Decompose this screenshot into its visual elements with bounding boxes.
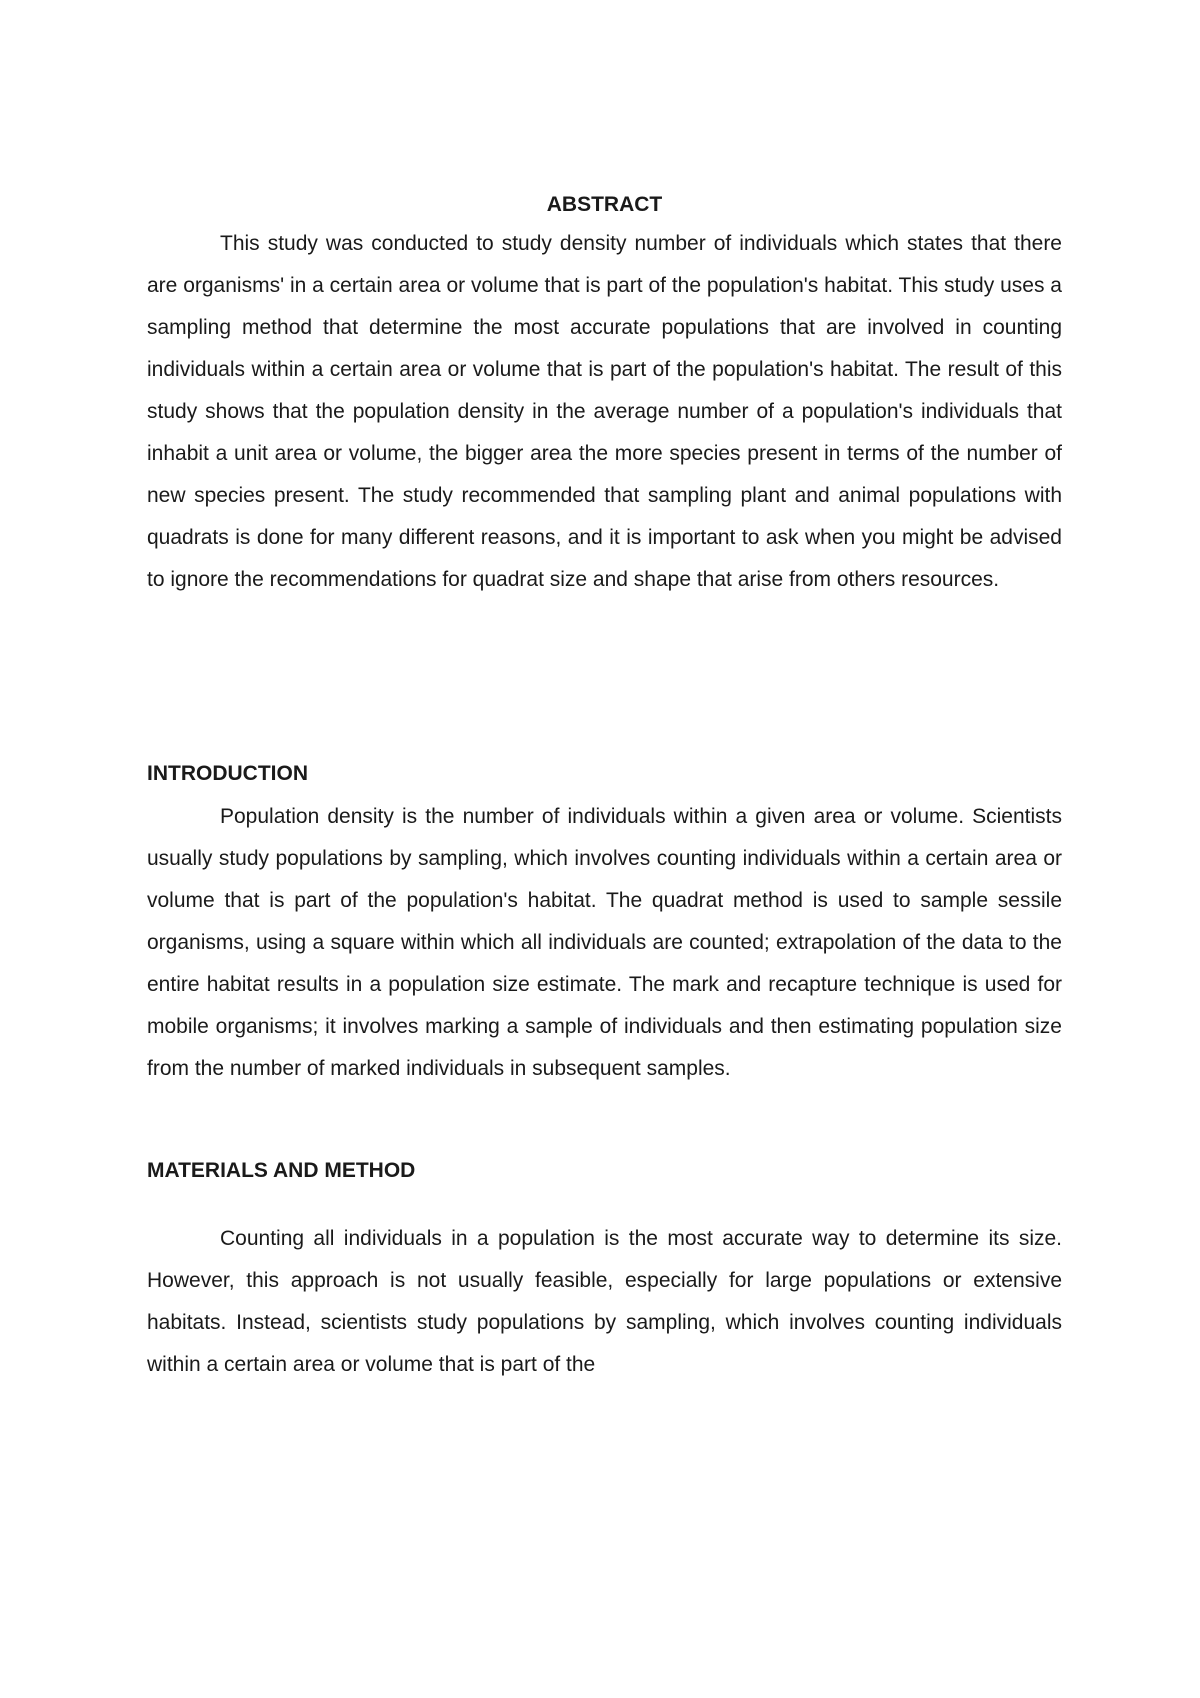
abstract-heading: ABSTRACT [546, 193, 663, 216]
methods-paragraph: Counting all individuals in a population is the most accurate way to determine its size. However, this approach is not usually feasible, especially for large populations or extensive habitats. Instead, scientists study populations by sampling, which involves counting individuals within a certain area or volume that is part of the [147, 1227, 1062, 1376]
abstract-paragraph: This study was conducted to study density number of individuals which states that there are organisms' in a certain area or volume that is part of the population's habitat. This study uses a sampling method that determine the most accurate populations that are involved in counting individuals within a certain area or volume that is part of the population's habitat. The result of this study shows that the population density in the average number of a population's individuals that inhabit a unit area or volume, the bigger area the more species present in terms of the number of new species present. The study recommended that sampling plant and animal populations with quadrats is done for many different reasons, and it is important to ask when you might be advised to ignore the recommendations for quadrat size and shape that arise from others resources. [147, 232, 1062, 591]
introduction-section [147, 759, 1062, 1090]
introduction-heading: INTRODUCTION [147, 762, 308, 785]
methods-heading: MATERIALS AND METHOD [147, 1159, 416, 1182]
introduction-paragraph: Population density is the number of individuals within a given area or volume. Scientists usually study populations by sampling, which involves counting individuals within a certain area or volume that is part of the population's habitat. The quadrat method is used to sample sessile organisms, using a square within which all individuals are counted; extrapolation of the data to the entire habitat results in a population size estimate. The mark and recapture technique is used for mobile organisms; it involves marking a sample of individuals and then estimating population size from the number of marked individuals in subsequent samples. [147, 805, 1062, 1080]
abstract-section [147, 190, 1062, 601]
document-page [147, 190, 1062, 1386]
methods-section [147, 1156, 1062, 1386]
